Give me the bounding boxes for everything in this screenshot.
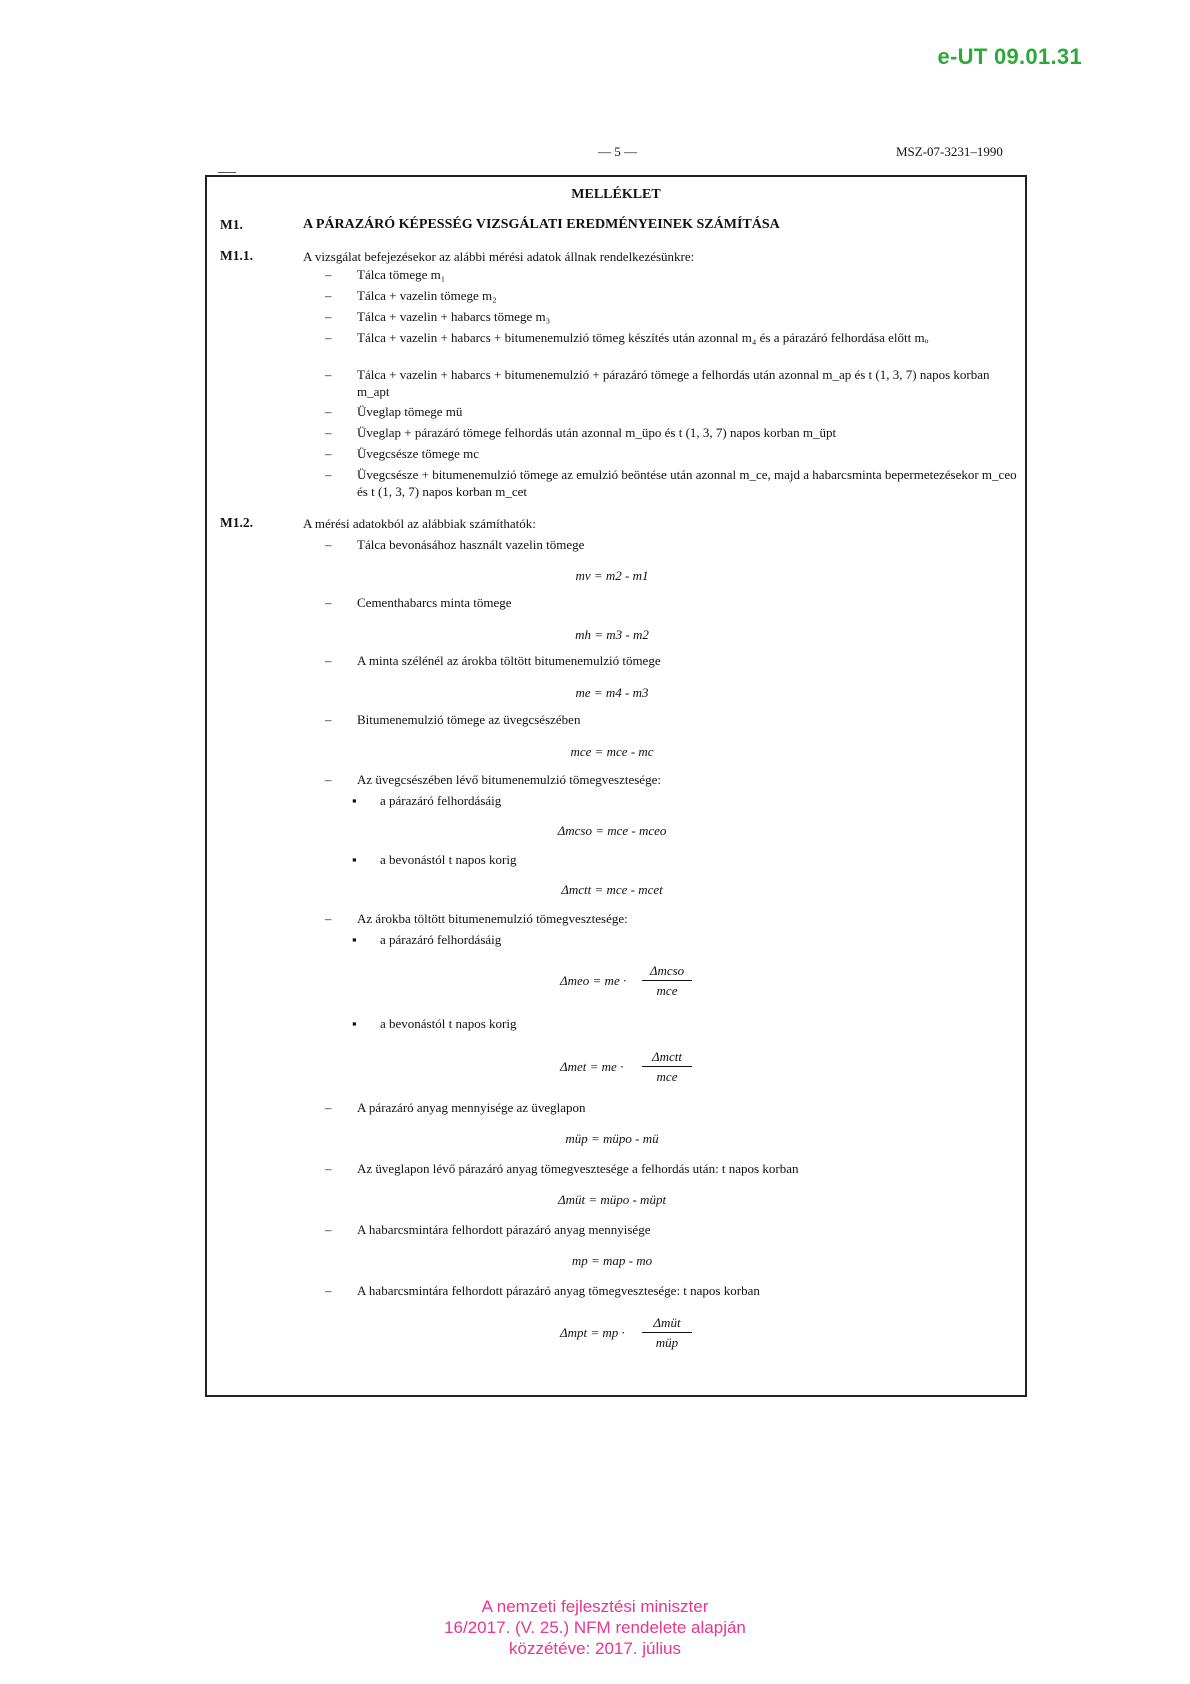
section-heading-m1: A PÁRAZÁRÓ KÉPESSÉG VIZSGÁLATI EREDMÉNYEINEK SZÁMÍTÁSA bbox=[303, 217, 780, 232]
fraction-formula: Δmpt = mp · Δmüt müp bbox=[560, 1315, 700, 1355]
page-number: — 5 — bbox=[598, 144, 637, 159]
footer-line: 16/2017. (V. 25.) NFM rendelete alapján bbox=[444, 1618, 746, 1637]
standard-number: MSZ-07-3231–1990 bbox=[896, 144, 1003, 159]
formula: Δmüt = müpo - müpt bbox=[557, 1192, 667, 1207]
section-intro-m12: A mérési adatokból az alábbiak számíthatók: bbox=[303, 516, 536, 531]
fraction-formula: Δmeo = me · Δmcso mce bbox=[560, 963, 700, 1003]
formula: Δmcso = mce - mceo bbox=[557, 823, 667, 838]
formula: müp = müpo - mü bbox=[565, 1131, 659, 1146]
section-label-m12: M1.2. bbox=[220, 515, 253, 530]
formula: mv = m2 - m1 bbox=[575, 568, 649, 583]
divider bbox=[218, 172, 236, 173]
footer-line: közzétéve: 2017. július bbox=[509, 1639, 681, 1658]
formula: me = m4 - m3 bbox=[575, 685, 649, 700]
formula: mh = m3 - m2 bbox=[575, 627, 649, 642]
footer-line: A nemzeti fejlesztési miniszter bbox=[481, 1597, 709, 1616]
fraction-formula: Δmet = me · Δmctt mce bbox=[560, 1049, 700, 1089]
document-code: e-UT 09.01.31 bbox=[937, 44, 1082, 69]
section-label-m1: M1. bbox=[220, 217, 243, 232]
page-title: MELLÉKLET bbox=[571, 187, 661, 202]
section-intro-m11: A vizsgálat befejezésekor az alábbi mérési adatok állnak rendelkezésünkre: bbox=[303, 249, 695, 264]
formula: Δmctt = mce - mcet bbox=[561, 882, 663, 897]
section-label-m11: M1.1. bbox=[220, 248, 253, 263]
formula: mp = map - mo bbox=[571, 1253, 653, 1268]
publication-footer bbox=[0, 1596, 1190, 1659]
formula: mce = mce - mc bbox=[570, 744, 654, 759]
